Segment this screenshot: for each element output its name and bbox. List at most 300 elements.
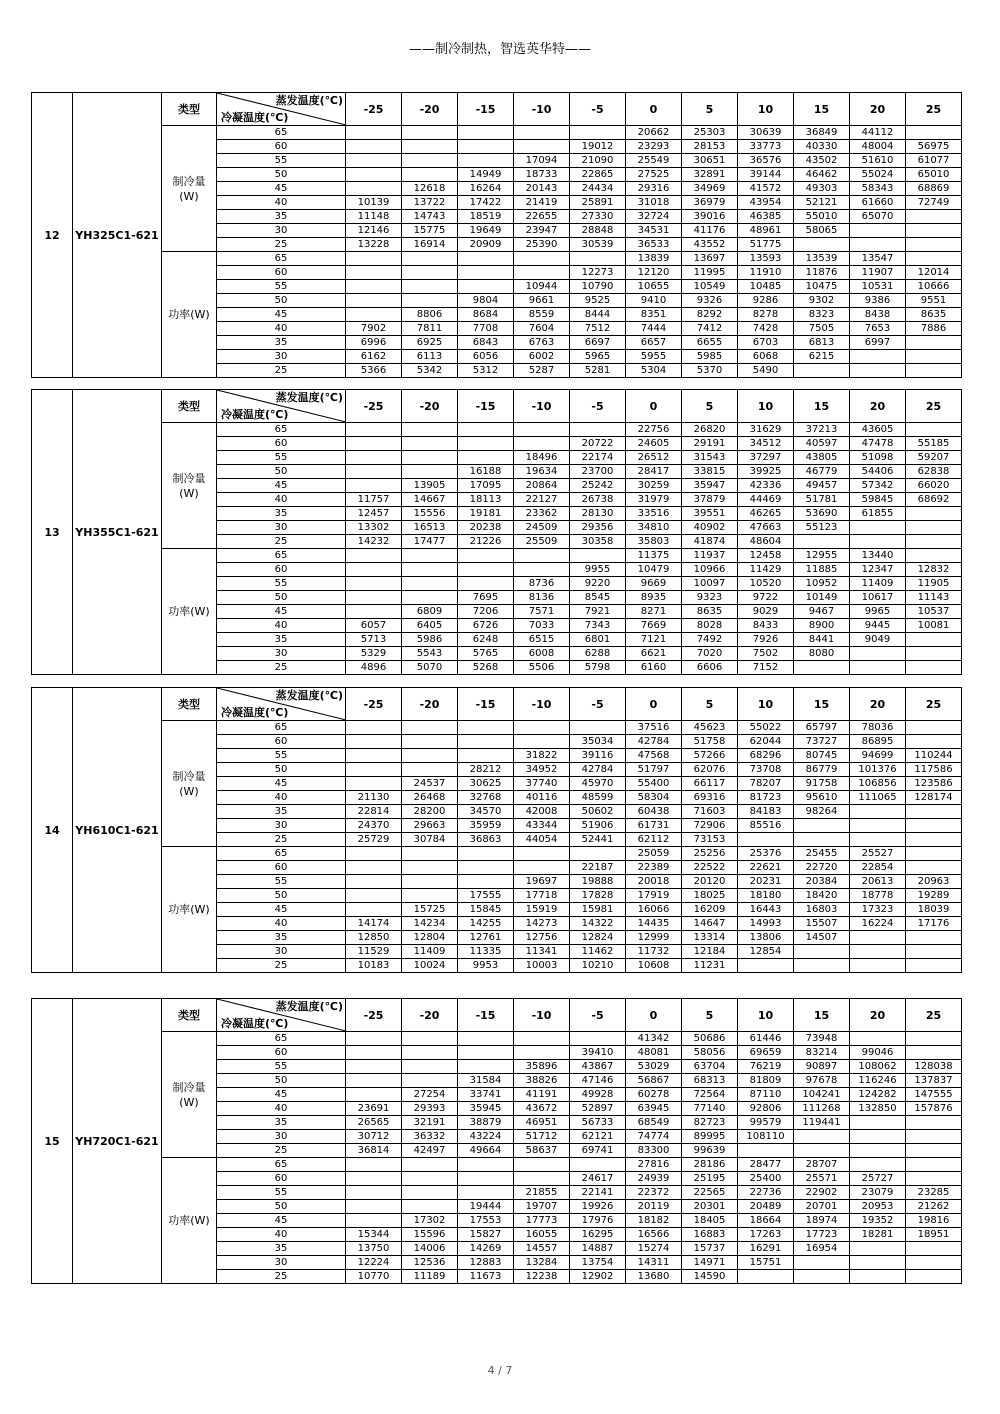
capacity-value: 66020 (906, 479, 962, 493)
capacity-value: 30259 (626, 479, 682, 493)
capacity-value: 40902 (682, 521, 738, 535)
capacity-value: 59845 (850, 493, 906, 507)
evap-temp-header: 5 (682, 999, 738, 1032)
capacity-value: 51610 (850, 154, 906, 168)
capacity-value: 106856 (850, 777, 906, 791)
capacity-value (346, 1074, 402, 1088)
power-value: 6621 (626, 647, 682, 661)
capacity-value: 24370 (346, 819, 402, 833)
capacity-value (906, 833, 962, 847)
capacity-value: 26820 (682, 423, 738, 437)
power-value: 15596 (402, 1228, 458, 1242)
power-value: 12804 (402, 931, 458, 945)
capacity-value: 26738 (570, 493, 626, 507)
capacity-value: 23700 (570, 465, 626, 479)
capacity-value: 46265 (738, 507, 794, 521)
capacity-value: 37297 (738, 451, 794, 465)
evap-temp-header: -20 (402, 999, 458, 1032)
power-value: 9220 (570, 577, 626, 591)
capacity-value: 90897 (794, 1060, 850, 1074)
cond-temp: 60 (217, 735, 346, 749)
evap-temp-header: 0 (626, 999, 682, 1032)
capacity-value: 61731 (626, 819, 682, 833)
power-value: 14255 (458, 917, 514, 931)
power-value: 6697 (570, 336, 626, 350)
power-value: 6801 (570, 633, 626, 647)
cond-temp: 30 (217, 647, 346, 661)
power-value: 6113 (402, 350, 458, 364)
capacity-value: 108062 (850, 1060, 906, 1074)
power-value: 10520 (738, 577, 794, 591)
power-value (346, 294, 402, 308)
cond-temp: 60 (217, 1172, 346, 1186)
power-value: 19289 (906, 889, 962, 903)
evap-temp-header: 0 (626, 390, 682, 423)
cond-temp: 50 (217, 168, 346, 182)
power-value: 7921 (570, 605, 626, 619)
capacity-value (346, 735, 402, 749)
power-value (346, 889, 402, 903)
power-value (346, 591, 402, 605)
capacity-value: 62044 (738, 735, 794, 749)
power-value (346, 1214, 402, 1228)
capacity-value (906, 507, 962, 521)
power-value: 7020 (682, 647, 738, 661)
capacity-value: 36863 (458, 833, 514, 847)
capacity-label: 制冷量 (W) (162, 423, 217, 549)
capacity-value: 12618 (402, 182, 458, 196)
capacity-value: 15556 (402, 507, 458, 521)
capacity-value (402, 140, 458, 154)
power-value: 9286 (738, 294, 794, 308)
power-value (402, 563, 458, 577)
power-value: 6813 (794, 336, 850, 350)
power-value: 5281 (570, 364, 626, 378)
power-value: 8136 (514, 591, 570, 605)
power-value: 5543 (402, 647, 458, 661)
power-value: 12536 (402, 1256, 458, 1270)
power-value: 6057 (346, 619, 402, 633)
capacity-value (458, 423, 514, 437)
type-label: 类型 (162, 93, 217, 126)
cond-temp: 25 (217, 833, 346, 847)
power-value (794, 364, 850, 378)
capacity-value: 28848 (570, 224, 626, 238)
evap-temp-header: -25 (346, 688, 402, 721)
table-row (32, 549, 962, 563)
capacity-value: 34570 (458, 805, 514, 819)
capacity-value: 51906 (570, 819, 626, 833)
capacity-value (346, 479, 402, 493)
capacity-value: 22174 (570, 451, 626, 465)
power-value (514, 1172, 570, 1186)
capacity-value: 66117 (682, 777, 738, 791)
cond-temp: 35 (217, 210, 346, 224)
power-value: 12761 (458, 931, 514, 945)
power-value: 7811 (402, 322, 458, 336)
capacity-value: 68869 (906, 182, 962, 196)
evap-temp-header: 10 (738, 390, 794, 423)
capacity-value: 34969 (682, 182, 738, 196)
capacity-value: 51758 (682, 735, 738, 749)
capacity-value: 19181 (458, 507, 514, 521)
power-value: 6726 (458, 619, 514, 633)
power-value (514, 1158, 570, 1172)
power-value (402, 280, 458, 294)
power-value (906, 1242, 962, 1256)
power-value (906, 350, 962, 364)
power-label: 功率(W) (162, 1158, 217, 1284)
power-value: 12850 (346, 931, 402, 945)
power-value: 13839 (626, 252, 682, 266)
power-value: 13284 (514, 1256, 570, 1270)
power-value: 6655 (682, 336, 738, 350)
capacity-value: 62838 (906, 465, 962, 479)
capacity-value: 18519 (458, 210, 514, 224)
power-value (850, 1242, 906, 1256)
cond-temp: 65 (217, 549, 346, 563)
power-value: 8444 (570, 308, 626, 322)
capacity-value: 98264 (794, 805, 850, 819)
model-table-14 (31, 687, 962, 973)
capacity-value: 16914 (402, 238, 458, 252)
power-value: 6997 (850, 336, 906, 350)
power-value: 7695 (458, 591, 514, 605)
power-value: 20489 (738, 1200, 794, 1214)
power-value: 14887 (570, 1242, 626, 1256)
capacity-value: 33815 (682, 465, 738, 479)
capacity-value: 89995 (682, 1130, 738, 1144)
capacity-value: 58065 (794, 224, 850, 238)
power-value (346, 563, 402, 577)
capacity-value: 91758 (794, 777, 850, 791)
capacity-value: 33741 (458, 1088, 514, 1102)
power-value: 8271 (626, 605, 682, 619)
capacity-value: 72749 (906, 196, 962, 210)
power-value (570, 847, 626, 861)
capacity-value (850, 819, 906, 833)
capacity-value: 55400 (626, 777, 682, 791)
power-value: 8736 (514, 577, 570, 591)
power-value: 10485 (738, 280, 794, 294)
power-value (458, 252, 514, 266)
power-value: 19926 (570, 1200, 626, 1214)
power-value (906, 549, 962, 563)
capacity-value: 116246 (850, 1074, 906, 1088)
power-value (346, 847, 402, 861)
capacity-value: 52121 (794, 196, 850, 210)
capacity-value: 65070 (850, 210, 906, 224)
power-value (906, 945, 962, 959)
power-value: 7653 (850, 322, 906, 336)
capacity-value: 42784 (626, 735, 682, 749)
capacity-value: 81809 (738, 1074, 794, 1088)
capacity-value: 40330 (794, 140, 850, 154)
power-value: 16566 (626, 1228, 682, 1242)
capacity-value: 42008 (514, 805, 570, 819)
capacity-value: 31543 (682, 451, 738, 465)
capacity-value: 29316 (626, 182, 682, 196)
capacity-value: 39925 (738, 465, 794, 479)
capacity-value: 19012 (570, 140, 626, 154)
capacity-value (346, 451, 402, 465)
power-value: 25376 (738, 847, 794, 861)
power-value (570, 252, 626, 266)
cond-temp: 45 (217, 1088, 346, 1102)
power-value (738, 959, 794, 973)
model-name: YH720C1-621 (73, 999, 162, 1284)
cond-temp-label: 冷凝温度(℃) (221, 1017, 289, 1030)
capacity-value: 30539 (570, 238, 626, 252)
power-value (850, 364, 906, 378)
power-value: 9953 (458, 959, 514, 973)
power-value (850, 1270, 906, 1284)
power-value: 19707 (514, 1200, 570, 1214)
capacity-value: 47568 (626, 749, 682, 763)
power-value: 11876 (794, 266, 850, 280)
power-value: 13806 (738, 931, 794, 945)
capacity-value: 99046 (850, 1046, 906, 1060)
cond-temp: 50 (217, 591, 346, 605)
power-value: 14507 (794, 931, 850, 945)
power-value: 11673 (458, 1270, 514, 1284)
table-row (32, 847, 962, 861)
capacity-value: 14667 (402, 493, 458, 507)
power-value: 9326 (682, 294, 738, 308)
capacity-value: 80745 (794, 749, 850, 763)
model-name: YH325C1-621 (73, 93, 162, 378)
capacity-value: 52897 (570, 1102, 626, 1116)
capacity-value: 39144 (738, 168, 794, 182)
power-value: 21855 (514, 1186, 570, 1200)
power-value: 13697 (682, 252, 738, 266)
power-value: 10608 (626, 959, 682, 973)
power-value: 17976 (570, 1214, 626, 1228)
power-value: 11995 (682, 266, 738, 280)
power-value: 7505 (794, 322, 850, 336)
power-value: 11910 (738, 266, 794, 280)
capacity-value: 34810 (626, 521, 682, 535)
model-index: 14 (32, 688, 73, 973)
capacity-value: 17422 (458, 196, 514, 210)
power-value: 11375 (626, 549, 682, 563)
capacity-value: 39016 (682, 210, 738, 224)
power-value: 22854 (850, 861, 906, 875)
evap-temp-header: -5 (570, 688, 626, 721)
power-value: 16803 (794, 903, 850, 917)
capacity-value: 29191 (682, 437, 738, 451)
power-value: 17553 (458, 1214, 514, 1228)
power-value: 22621 (738, 861, 794, 875)
capacity-value: 14949 (458, 168, 514, 182)
capacity-value: 31018 (626, 196, 682, 210)
power-value: 8635 (682, 605, 738, 619)
capacity-value: 71603 (682, 805, 738, 819)
capacity-value: 43805 (794, 451, 850, 465)
power-value (906, 1172, 962, 1186)
capacity-value: 57266 (682, 749, 738, 763)
capacity-value (906, 819, 962, 833)
power-value: 7428 (738, 322, 794, 336)
power-value: 14269 (458, 1242, 514, 1256)
capacity-value: 69741 (570, 1144, 626, 1158)
capacity-value: 61855 (850, 507, 906, 521)
capacity-value: 48081 (626, 1046, 682, 1060)
evap-temp-label: 蒸发温度(℃) (275, 689, 343, 702)
power-value: 8900 (794, 619, 850, 633)
capacity-value: 24537 (402, 777, 458, 791)
capacity-value: 31584 (458, 1074, 514, 1088)
capacity-label: 制冷量 (W) (162, 1032, 217, 1158)
power-value: 5765 (458, 647, 514, 661)
power-value: 13593 (738, 252, 794, 266)
power-value: 19816 (906, 1214, 962, 1228)
cond-temp: 50 (217, 294, 346, 308)
cond-temp: 60 (217, 140, 346, 154)
power-value: 15981 (570, 903, 626, 917)
capacity-value: 43502 (794, 154, 850, 168)
power-value: 11409 (850, 577, 906, 591)
power-value: 20953 (850, 1200, 906, 1214)
power-value: 7512 (570, 322, 626, 336)
capacity-value: 16188 (458, 465, 514, 479)
capacity-value: 44469 (738, 493, 794, 507)
capacity-value: 18496 (514, 451, 570, 465)
capacity-value: 20662 (626, 126, 682, 140)
cond-temp: 30 (217, 1256, 346, 1270)
power-value (458, 1186, 514, 1200)
capacity-value: 63945 (626, 1102, 682, 1116)
power-value (906, 647, 962, 661)
capacity-value: 49664 (458, 1144, 514, 1158)
power-value: 10149 (794, 591, 850, 605)
power-value: 25455 (794, 847, 850, 861)
power-value: 13754 (570, 1256, 626, 1270)
capacity-value: 76219 (738, 1060, 794, 1074)
evap-temp-header: -15 (458, 390, 514, 423)
evap-temp-header: -15 (458, 999, 514, 1032)
power-value (514, 252, 570, 266)
capacity-value: 51712 (514, 1130, 570, 1144)
capacity-value: 81723 (738, 791, 794, 805)
capacity-value (402, 1060, 458, 1074)
capacity-value (458, 437, 514, 451)
evap-temp-header: 20 (850, 688, 906, 721)
capacity-value: 83300 (626, 1144, 682, 1158)
power-value: 17718 (514, 889, 570, 903)
capacity-value: 51098 (850, 451, 906, 465)
capacity-value (402, 423, 458, 437)
power-value: 9302 (794, 294, 850, 308)
capacity-value: 86895 (850, 735, 906, 749)
power-value: 10003 (514, 959, 570, 973)
capacity-value: 23362 (514, 507, 570, 521)
capacity-value: 104241 (794, 1088, 850, 1102)
power-value: 5287 (514, 364, 570, 378)
capacity-value: 20864 (514, 479, 570, 493)
capacity-value: 68296 (738, 749, 794, 763)
capacity-value (346, 1060, 402, 1074)
capacity-value: 72564 (682, 1088, 738, 1102)
capacity-value: 10139 (346, 196, 402, 210)
power-value: 24939 (626, 1172, 682, 1186)
power-value: 22565 (682, 1186, 738, 1200)
capacity-value: 61660 (850, 196, 906, 210)
capacity-value (514, 735, 570, 749)
cond-temp: 60 (217, 266, 346, 280)
power-value (346, 266, 402, 280)
power-value: 27816 (626, 1158, 682, 1172)
capacity-value: 84183 (738, 805, 794, 819)
capacity-value: 44054 (514, 833, 570, 847)
capacity-value (402, 451, 458, 465)
capacity-value: 31822 (514, 749, 570, 763)
capacity-value (514, 1046, 570, 1060)
capacity-value (458, 749, 514, 763)
capacity-value: 27525 (626, 168, 682, 182)
capacity-value: 35959 (458, 819, 514, 833)
capacity-value (794, 238, 850, 252)
power-value: 22736 (738, 1186, 794, 1200)
capacity-value (906, 238, 962, 252)
capacity-value: 48604 (738, 535, 794, 549)
power-value: 5985 (682, 350, 738, 364)
power-value: 16055 (514, 1228, 570, 1242)
capacity-value: 39410 (570, 1046, 626, 1060)
power-value: 15274 (626, 1242, 682, 1256)
power-value: 18664 (738, 1214, 794, 1228)
power-value (402, 549, 458, 563)
cond-temp: 60 (217, 1046, 346, 1060)
power-value: 8684 (458, 308, 514, 322)
capacity-value (458, 126, 514, 140)
capacity-value (458, 1032, 514, 1046)
power-value: 17555 (458, 889, 514, 903)
power-value (346, 549, 402, 563)
power-value: 11529 (346, 945, 402, 959)
capacity-value: 20238 (458, 521, 514, 535)
power-value (850, 350, 906, 364)
capacity-value: 99639 (682, 1144, 738, 1158)
capacity-value (402, 465, 458, 479)
capacity-value: 128174 (906, 791, 962, 805)
cond-temp: 55 (217, 451, 346, 465)
evap-temp-header: -20 (402, 390, 458, 423)
power-value (346, 280, 402, 294)
capacity-value: 78207 (738, 777, 794, 791)
power-value: 20963 (906, 875, 962, 889)
power-value (850, 661, 906, 675)
power-value (402, 1200, 458, 1214)
capacity-value: 40116 (514, 791, 570, 805)
power-value (458, 847, 514, 861)
capacity-value: 19634 (514, 465, 570, 479)
capacity-value: 27254 (402, 1088, 458, 1102)
evap-temp-header: 20 (850, 390, 906, 423)
power-value: 6843 (458, 336, 514, 350)
capacity-value: 48961 (738, 224, 794, 238)
capacity-value (514, 437, 570, 451)
capacity-value (906, 521, 962, 535)
power-value: 5506 (514, 661, 570, 675)
power-value (346, 252, 402, 266)
capacity-value: 36533 (626, 238, 682, 252)
capacity-value: 28130 (570, 507, 626, 521)
capacity-value (346, 465, 402, 479)
cond-temp: 45 (217, 605, 346, 619)
capacity-value: 38879 (458, 1116, 514, 1130)
diagonal-header (217, 390, 346, 423)
